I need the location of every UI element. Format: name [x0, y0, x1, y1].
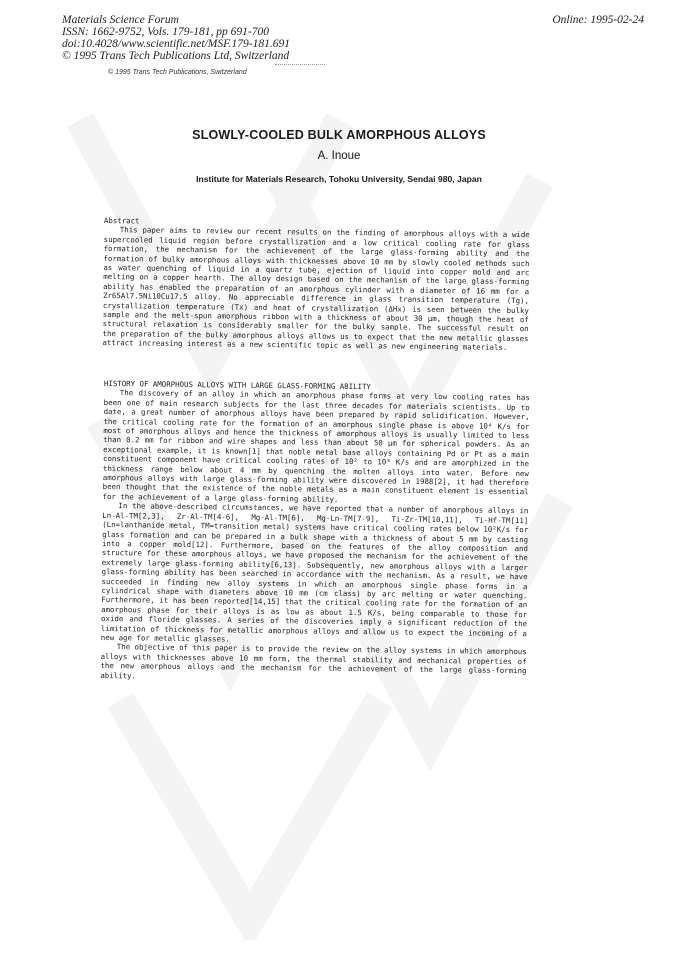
- history-section: [100, 379, 530, 685]
- journal-publisher: © 1995 Trans Tech Publications Ltd, Switzerland: [62, 50, 290, 62]
- paper-author: A. Inoue: [317, 150, 361, 162]
- journal-citation: [62, 14, 290, 62]
- journal-doi[interactable]: doi:10.4028/www.scientific.net/MSF.179-181.691: [62, 38, 290, 50]
- history-paragraph: The objective of this paper is to provide the review on the alloy systems in which amorphous alloys with thicknesses above 10 mm form, the thermal stability and mechanical properties of the new amorphous alloys and the mechanism for the achievement of the large glass-forming ability.: [100, 642, 527, 681]
- journal-issn: ISSN: 1662-9752, Vols. 179-181, pp 691-700: [62, 26, 269, 38]
- history-paragraph: In the above-described circumstances, we have reported that a number of amorphous alloys in Ln-Al-TM[2,3], Zr-Al-TM[4-6], Mg-Al-TM[6], Mg-Ln-TM[7-9], Ti-Zr-TM[10,11], Ti-Hf-TM[11] (Ln=lanthanide metal, TM=transition metal) systems have critical cooling rates below 10²K/s for glass formation and can be prepared in a bulk shape with a thickness of about 5 mm by casting into a copper mold[12]. Furthermore, based on the features of the alloy composition and structure for these amorphous alloys, we have proposed the mechanism for the achievement of the extremely large glass-forming ability[6,13]. Subsequently, new amorphous alloys with a larger glass-forming ability has been searched in accordance with the mechanism. As a result, we have succeeded in finding new alloy systems in which an amorphous single phase forms in a cylindrical shape with diameters above 10 mm (cm class) by arc melting or water quenching. Furthermore, it has been reported[14,15] that the critical cooling rate for the formation of an amorphous phase for their alloys is as low as about 1.5 K/s, being comparable to those for oxide and floride glasses. A series of the discoveries imply a significant reduction of the limitation of thickness for metallic amorphous alloys and allow us to expect the incoming of a new age for metallic glasses.: [100, 501, 529, 644]
- history-heading: HISTORY OF AMORPHOUS ALLOYS WITH LARGE GLASS-FORMING ABILITY: [103, 379, 371, 392]
- author-affiliation: Institute for Materials Research, Tohoku University, Sendai 980, Japan: [196, 174, 482, 184]
- abstract-section: [102, 216, 530, 353]
- online-date: Online: 1995-02-24: [552, 14, 644, 26]
- copyright-notice: © 1995 Trans Tech Publications, Switzerland: [108, 69, 247, 76]
- scan-rule: [275, 64, 325, 65]
- abstract-heading: Abstract: [103, 216, 140, 226]
- abstract-text: This paper aims to review our recent results on the finding of amorphous alloys with a wide supercooled liquid region before crystallization and a low critical cooling rate for glass formation, the mechanism for the achievement of the large glass-forming ability and the formation of bulky amorphous alloys with thicknesses above 10 mm by slowly cooled methods such as water quenching of liquid in a quartz tube, ejection of liquid into copper mold and arc melting on a copper hearth. The alloy design based on the mechanism of the large glass-forming ability has enabled the preparation of an amorphous cylinder with a diameter of 16 mm for a Zr65Al7.5Ni10Cu17.5 alloy. No appreciable difference in glass transition temperature (Tg), crystallization temperature (Tx) and heat of crystallization (ΔHx) is seen between the bulky sample and the melt-spun amorphous ribbon with a thickness of about 30 μm, though the heat of structural relaxation is considerably smaller for the bulky sample. The successful result on the preparation of the bulky amorphous alloys allows us to expect that the new metallic glasses attract increasing interest as a new scientific topic as well as new engineering materials.: [102, 225, 530, 353]
- history-paragraph: The discovery of an alloy in which an amorphous phase forms at very low cooling rates has been one of main research subjects for the last three decades for materials scientists. Up to date, a great number of amorphous alloys have been prepared by rapid solidification. However, the critical cooling rate for the formation of an amorphous single phase is above 10⁴ K/s for most of amorphous alloys and hence the thickness of amorphous alloys is usually limited to less than 0.2 mm for ribbon and wire shapes and less than about 50 μm for spherical powders. As an exceptional example, it is known[1] that noble metal base alloys containing Pd or Pt as a main constituent component have critical cooling rates of 10² to 10³ K/s and are amorphized in the thickness range below about 4 mm by quenching the molten alloys into water. Before new amorphous alloys with large glass-forming ability were discovered in 1988[2], it had therefore been thought that the existence of the noble metals as a main constituent element is essential for the achievement of a large glass-forming ability.: [102, 388, 530, 504]
- journal-name: Materials Science Forum: [62, 14, 179, 26]
- paper-title: SLOWLY-COOLED BULK AMORPHOUS ALLOYS: [192, 128, 486, 142]
